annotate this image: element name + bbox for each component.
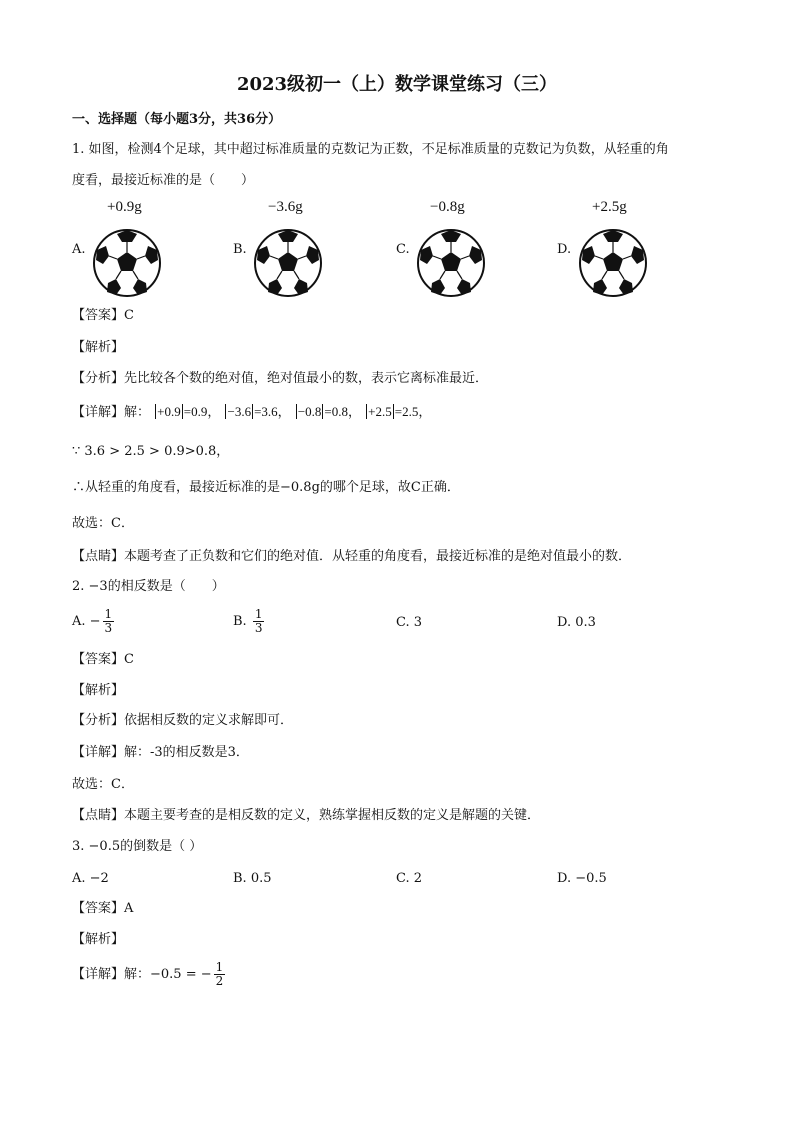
q2-option-b-label: B. [233,614,247,629]
q2-option-c: C. 3 [396,615,423,630]
fraction-denominator: 3 [104,621,113,635]
q2-stem: 2. −3的相反数是（ ） [72,579,225,594]
q3-option-c: C. 2 [396,871,423,886]
q1-option-d-label: D. [557,242,572,257]
q1-dianjing: 【点睛】本题考查了正负数和它们的绝对值．从轻重的角度看，最接近标准的是绝对值最小的数． [72,549,632,564]
fraction-denominator: 3 [254,621,263,635]
soccer-ball-icon [92,228,162,298]
abs-value: +2.5 [368,404,392,419]
abs-value: −0.8 [297,404,322,419]
q3-option-d: D. −0.5 [557,871,607,886]
abs-value: +0.9 [157,404,181,419]
q3-option-a: A. −2 [72,871,109,886]
q2-answer: 【答案】C [72,652,134,667]
abs-result: =2.5， [394,404,432,419]
q1-therefore: ∴从轻重的角度看，最接近标准的是−0.8g的哪个足球，故C正确． [72,480,460,495]
fraction [214,961,226,988]
q2-dianjing: 【点睛】本题主要考查的是相反数的定义，熟练掌握相反数的定义是解题的关键． [72,808,541,823]
section-heading: 一、选择题（每小题3分，共36分） [72,112,282,127]
fraction-numerator: 1 [104,607,113,621]
soccer-ball-icon [253,228,323,298]
abs-result: =0.8， [324,404,361,419]
fraction [103,608,115,635]
abs-result: =0.9， [183,404,221,419]
abs-result: =3.6， [254,404,291,419]
q2-option-b [233,608,266,635]
abs-value: −3.6 [227,404,252,419]
q1-weight-c: −0.8g [430,199,465,215]
q1-option-a-label: A. [72,242,86,257]
q1-answer: 【答案】C [72,308,134,323]
q1-weight-b: −3.6g [268,199,303,215]
fraction-numerator: 1 [254,607,263,621]
q3-analysis-heading: 【解析】 [72,932,125,947]
q1-weight-a: +0.9g [107,199,142,215]
soccer-ball-icon [578,228,648,298]
q1-option-c-label: C. [396,242,410,257]
soccer-ball-icon [416,228,486,298]
q3-answer: 【答案】A [72,901,134,916]
q1-detail-prefix: 【详解】解： [72,405,151,420]
q2-option-d: D. 0.3 [557,615,596,630]
q3-detail-prefix: 【详解】解：−0.5 = − [72,967,212,982]
fraction [253,608,265,635]
q2-detail: 【详解】解：-3的相反数是3． [72,745,249,760]
q2-option-a-label: A. − [72,614,101,629]
q2-choose: 故选：C． [72,777,134,792]
q2-fenxi: 【分析】依据相反数的定义求解即可． [72,713,294,728]
q2-option-a [72,608,116,635]
fraction-denominator: 2 [215,974,224,988]
q1-stem-line1: 1. 如图，检测4个足球，其中超过标准质量的克数记为正数，不足标准质量的克数记为负数，从轻重的角 [72,142,669,157]
q3-detail [72,960,227,990]
q1-choose: 故选：C． [72,516,134,531]
fraction-numerator: 1 [215,960,224,974]
q3-stem: 3. −0.5的倒数是（ ） [72,839,203,854]
page-title: 2023级初一（上）数学课堂练习（三） [236,74,558,95]
q2-analysis-heading: 【解析】 [72,683,125,698]
q1-because: ∵ 3.6 > 2.5 > 0.9>0.8， [72,444,230,459]
q1-option-b-label: B. [233,242,247,257]
q3-option-b: B. 0.5 [233,871,272,886]
q1-fenxi: 【分析】先比较各个数的绝对值，绝对值最小的数，表示它离标准最近． [72,371,489,386]
q1-stem-line2: 度看，最接近标准的是（ ） [72,173,255,188]
q1-weight-d: +2.5g [592,199,627,215]
q1-analysis-heading: 【解析】 [72,340,125,355]
q1-detail [72,404,431,421]
